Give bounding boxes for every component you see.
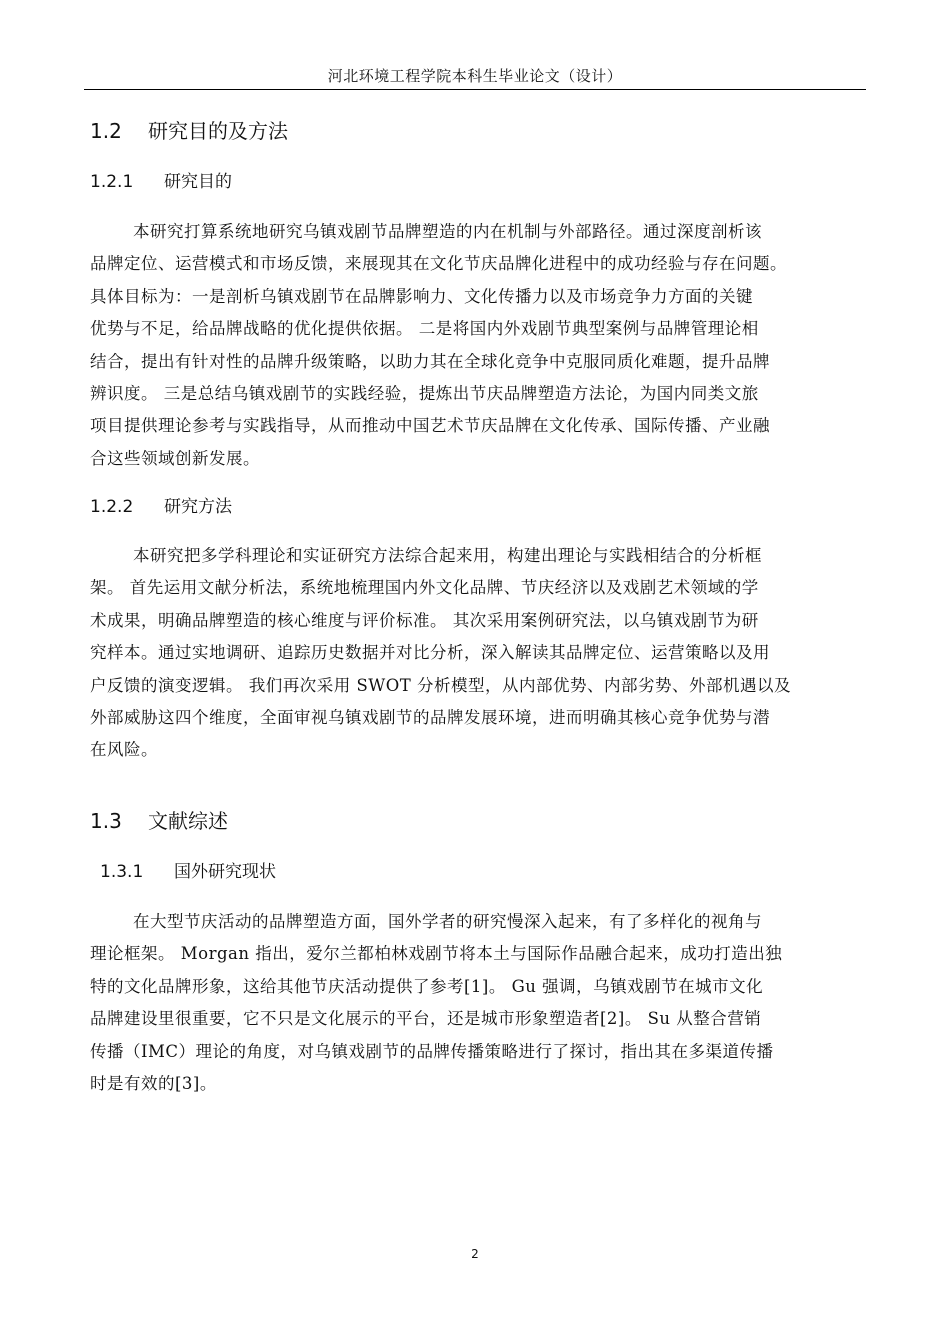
paragraph-line: 品牌建设里很重要，它不只是文化展示的平台，还是城市形象塑造者[2]。 Su 从整合营销 — [90, 1009, 762, 1029]
paragraph-line: 项目提供理论参考与实践指导，从而推动中国艺术节庆品牌在文化传承、国际传播、产业融 — [90, 416, 770, 436]
page-number: 2 — [471, 1247, 479, 1261]
subsection-title: 国外研究现状 — [174, 862, 276, 882]
paragraph-line: 品牌定位、运营模式和市场反馈，来展现其在文化节庆品牌化进程中的成功经验与存在问题。 — [90, 254, 787, 274]
paragraph-research-purpose — [90, 216, 868, 475]
header-rule — [84, 89, 866, 90]
subsection-heading-1-2-2 — [90, 496, 232, 518]
paragraph-line: 户反馈的演变逻辑。 我们再次采用 SWOT 分析模型，从内部优势、内部劣势、外部机遇以及 — [90, 675, 792, 695]
section-heading-1-3 — [90, 808, 228, 834]
paragraph-line: 术成果，明确品牌塑造的核心维度与评价标准。 其次采用案例研究法，以乌镇戏剧节为研 — [90, 610, 759, 630]
section-title: 研究目的及方法 — [148, 119, 288, 143]
subsection-number: 1.2.1 — [90, 172, 134, 192]
paragraph-line: 在大型节庆活动的品牌塑造方面，国外学者的研究慢深入起来，有了多样化的视角与 — [133, 912, 762, 931]
paragraph-line: 优势与不足，给品牌战略的优化提供依据。 二是将国内外戏剧节典型案例与品牌管理论相 — [90, 319, 759, 339]
paragraph-research-method — [90, 540, 868, 767]
subsection-heading-1-2-1 — [90, 171, 232, 193]
paragraph-line: 在风险。 — [90, 740, 158, 760]
paragraph-line: 本研究把多学科理论和实证研究方法综合起来用，构建出理论与实践相结合的分析框 — [133, 546, 762, 565]
paragraph-line: 外部威胁这四个维度，全面审视乌镇戏剧节的品牌发展环境，进而明确其核心竞争优势与潜 — [90, 708, 770, 728]
paragraph-line: 结合，提出有针对性的品牌升级策略，以助力其在全球化竞争中克服同质化难题，提升品牌 — [90, 351, 770, 371]
section-title: 文献综述 — [148, 809, 228, 833]
paragraph-line: 架。 首先运用文献分析法，系统地梳理国内外文化品牌、节庆经济以及戏剧艺术领域的学 — [90, 578, 759, 598]
page-header: 河北环境工程学院本科生毕业论文（设计） — [327, 67, 623, 85]
paragraph-line: 传播（IMC）理论的角度，对乌镇戏剧节的品牌传播策略进行了探讨，指出其在多渠道传播 — [90, 1041, 774, 1061]
paragraph-line: 究样本。通过实地调研、追踪历史数据并对比分析，深入解读其品牌定位、运营策略以及用 — [90, 643, 770, 663]
paragraph-line: 本研究打算系统地研究乌镇戏剧节品牌塑造的内在机制与外部路径。通过深度剖析该 — [133, 222, 762, 241]
paragraph-line: 辨识度。 三是总结乌镇戏剧节的实践经验，提炼出节庆品牌塑造方法论，为国内同类文旅 — [90, 384, 759, 404]
subsection-number: 1.2.2 — [90, 497, 134, 517]
section-number: 1.3 — [90, 809, 122, 833]
subsection-number: 1.3.1 — [100, 862, 144, 882]
paragraph-line: 时是有效的[3]。 — [90, 1074, 217, 1094]
subsection-heading-1-3-1 — [100, 861, 276, 883]
paragraph-foreign-research — [90, 906, 868, 1100]
section-heading-1-2 — [90, 118, 288, 144]
paragraph-line: 合这些领域创新发展。 — [90, 448, 260, 468]
subsection-title: 研究目的 — [164, 172, 232, 192]
paragraph-line: 特的文化品牌形象，这给其他节庆活动提供了参考[1]。 Gu 强调，乌镇戏剧节在城市文化 — [90, 976, 764, 996]
paragraph-line: 具体目标为：一是剖析乌镇戏剧节在品牌影响力、文化传播力以及市场竞争力方面的关键 — [90, 286, 753, 306]
subsection-title: 研究方法 — [164, 497, 232, 517]
paragraph-line: 理论框架。 Morgan 指出，爱尔兰都柏林戏剧节将本土与国际作品融合起来，成功打造出独 — [90, 944, 783, 964]
section-number: 1.2 — [90, 119, 122, 143]
